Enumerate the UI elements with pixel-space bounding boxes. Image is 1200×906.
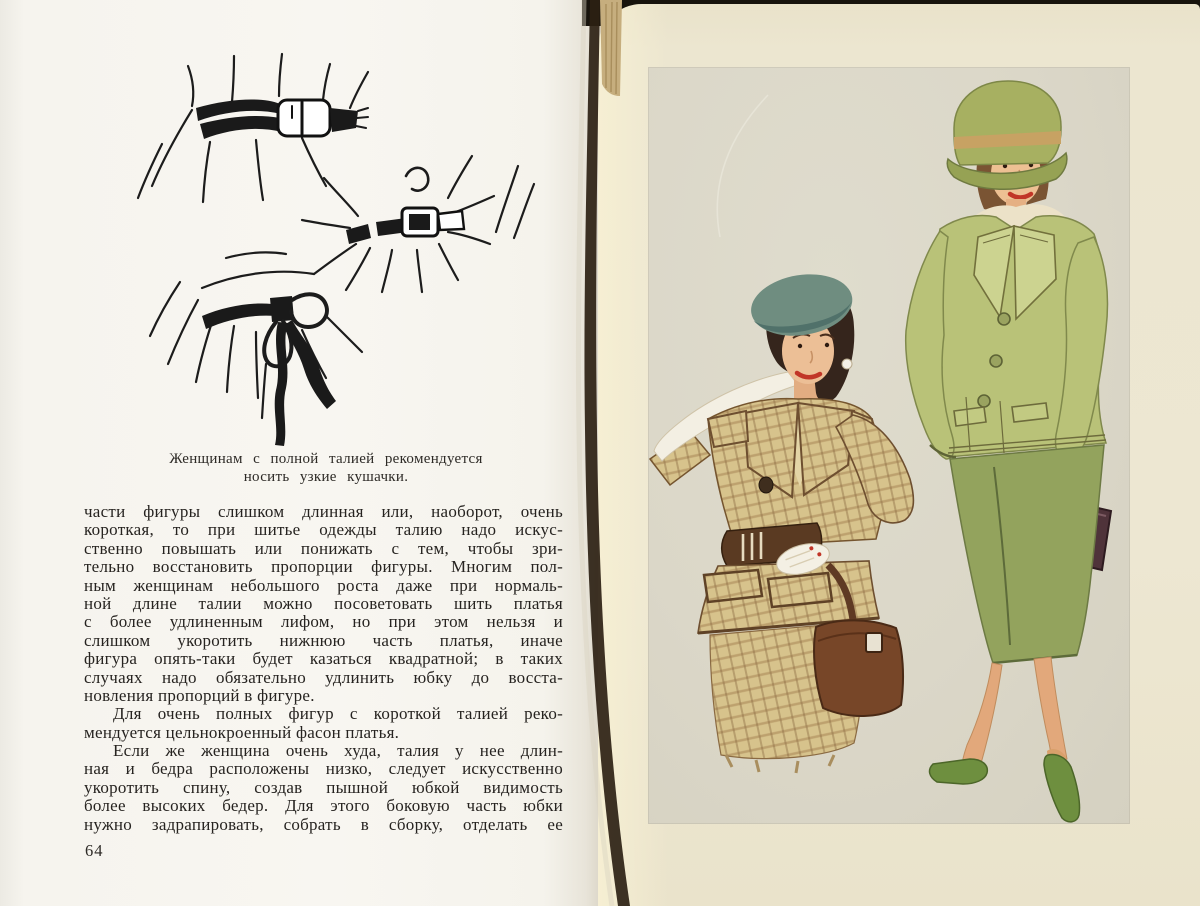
right-page xyxy=(598,4,1200,906)
body-text xyxy=(84,503,563,834)
shoulder-bag xyxy=(814,620,903,716)
illustration-caption xyxy=(108,451,544,486)
plate-figure-left-plaid-suit xyxy=(650,267,913,773)
body-text-line: укоротить спину, создав пышной юбкой видимость xyxy=(84,777,563,797)
green-skirt xyxy=(950,445,1104,663)
body-text-line: с более удлиненным лифом, но при этом нельзя и xyxy=(84,612,563,632)
bag-clasp xyxy=(866,633,882,652)
body-text-line: нужно задрапировать, собрать в сборку, отделать ее xyxy=(84,814,563,834)
belt-sketch-bow xyxy=(150,252,362,446)
belt-sketch-buckled xyxy=(138,54,368,202)
green-pump xyxy=(930,759,988,784)
jacket-button xyxy=(978,395,990,407)
pearl-earring xyxy=(842,359,852,369)
caption-line: Женщинам с полной талией рекомендуется xyxy=(169,451,483,467)
body-text-line: ная и бедра расположены низко, следует искусственно xyxy=(84,759,563,779)
jacket-button xyxy=(759,477,773,493)
body-text-line: ным женщинам небольшого роста даже при нормаль- xyxy=(84,575,563,595)
caption-line: носить узкие кушачки. xyxy=(243,468,409,485)
green-pump xyxy=(1044,755,1080,822)
body-text-line: Для очень полных фигур с короткой талией реко- xyxy=(113,704,563,724)
body-text-line: случаях надо обязательно удлинить юбку до восста- xyxy=(84,667,563,687)
body-text-line: фигура опять-таки будет казаться квадратной; в таких xyxy=(84,649,563,669)
body-text-line: части фигуры слишком длинная или, наоборот, очень xyxy=(84,502,563,521)
pocket-flap xyxy=(1012,403,1048,422)
pocket-flap xyxy=(768,573,832,607)
scan-scratch xyxy=(717,95,768,237)
fashion-plate xyxy=(648,67,1130,824)
body-text-line: слишком укоротить нижнюю часть платья, иначе xyxy=(84,630,563,650)
body-text-line: ственно повышать или понижать с тем, чтобы зри- xyxy=(84,538,563,558)
pocket-flap xyxy=(704,570,762,602)
body-text-line: новления пропорций в фигуре. xyxy=(84,685,315,705)
plate-figure-right-green-suit xyxy=(906,81,1111,822)
pocket-flap xyxy=(954,407,986,426)
body-text-line: короткая, то при шитье одежды талию надо искус- xyxy=(84,520,563,540)
body-text-line: мендуется цельнокроенный фасон платья. xyxy=(84,722,400,742)
jacket-button xyxy=(990,355,1002,367)
page-number: 64 xyxy=(85,841,104,860)
belt-sketch-illustration xyxy=(106,48,551,448)
body-text-line: Если же женщина очень худа, талия у нее длин- xyxy=(113,741,563,761)
body-text-line: ной длине талии можно посоветовать шить платья xyxy=(84,593,563,613)
jacket-button xyxy=(998,313,1010,325)
fashion-plate-art xyxy=(648,67,1130,824)
green-cloche-hat xyxy=(947,81,1067,189)
body-text-line: более высоких бедер. Для этого боковую часть юбки xyxy=(84,796,563,816)
belt-sketch-angled xyxy=(302,156,534,292)
body-text-line: тельно восстановить пропорции фигуры. Многим пол- xyxy=(84,557,563,577)
